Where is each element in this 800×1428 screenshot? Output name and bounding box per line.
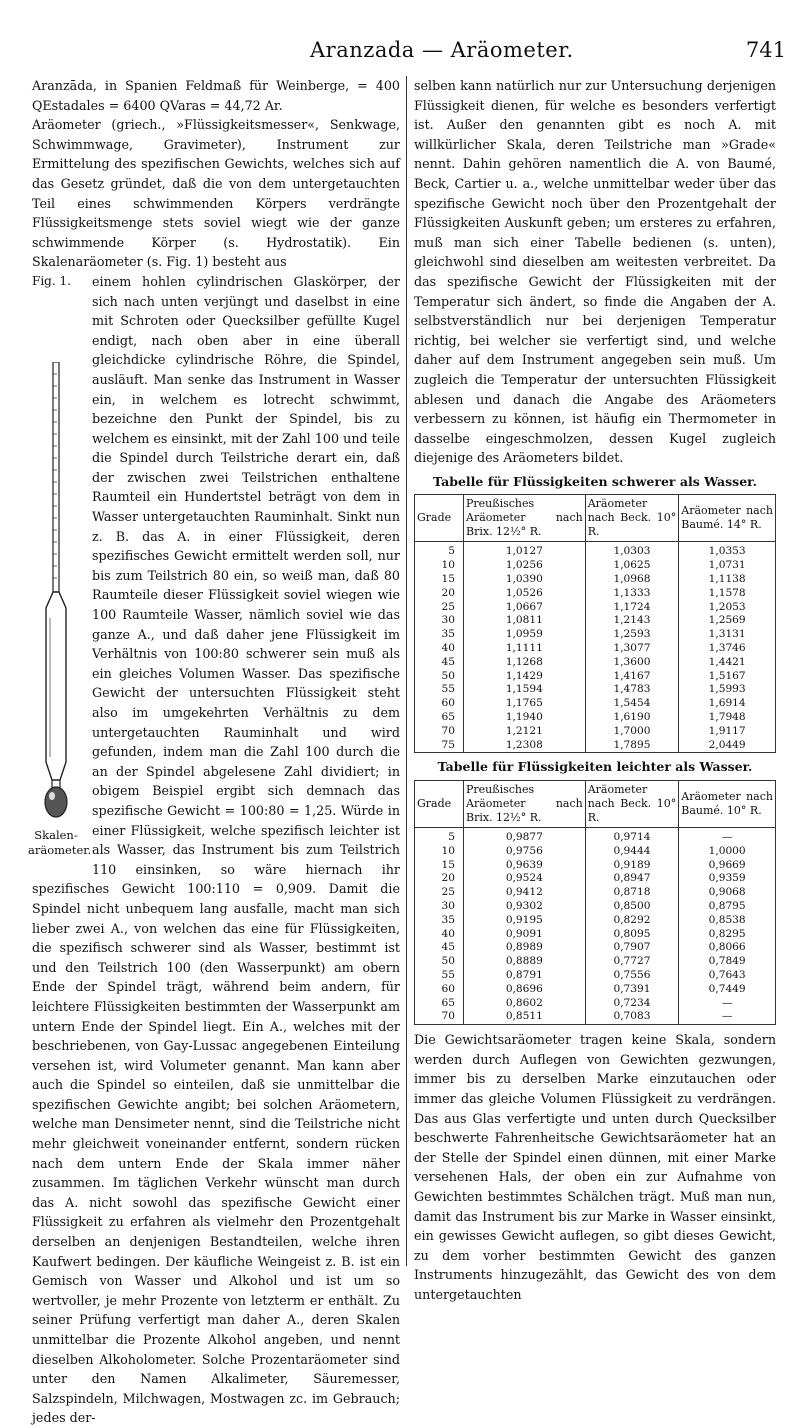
- value-cell: 0,7907: [585, 941, 679, 955]
- col-header: Aräometer nach Beck. 10° R.: [585, 495, 679, 542]
- col-header: Preußisches Aräometer nach Brix. 12½° R.: [464, 495, 586, 542]
- table-row: [415, 886, 776, 900]
- page-header: [0, 38, 800, 70]
- entry-gewichtsaraeometer: Die Gewichtsaräometer tragen keine Skala, sondern werden durch Auflegen von Gewichten gezwungen, immer bis zu derselben Marke einzutauchen oder immer das gleiche Volumen Flüssigkeit zu verdrängen. Das aus Glas verfertigte und unten durch Quecksilber beschwerte Fahrenheitsche Gewichtsaräometer hat an der Stelle der Spindel einen dünnen, mit einer Marke versehenen Hals, der oben ein zur Aufnahme von Gewichten bestimmtes Schälchen trägt. Muß man nun, damit das Instrument bis zur Marke in Wasser einsinkt, ein gewisses Gewicht auflegen, so gibt dieses Gewicht, zu dem vorher bestimmten Gewicht des ganzen Instruments hinzugezählt, das Gewicht des von dem untergetauchten: [414, 1032, 776, 1302]
- figure-caption: Skalen-aräometer.: [28, 827, 92, 857]
- hydrometer-illustration: [28, 362, 84, 822]
- grade-cell: 25: [415, 601, 464, 615]
- value-cell: 1,5454: [585, 697, 679, 711]
- value-cell: 1,2143: [585, 614, 679, 628]
- grade-cell: 35: [415, 628, 464, 642]
- table-row: [415, 983, 776, 997]
- value-cell: 1,1429: [464, 670, 586, 684]
- value-cell: —: [679, 1010, 776, 1024]
- table-row: [415, 587, 776, 601]
- value-cell: 0,8889: [464, 955, 586, 969]
- grade-cell: 55: [415, 969, 464, 983]
- value-cell: 1,4783: [585, 683, 679, 697]
- value-cell: 1,1138: [679, 573, 776, 587]
- value-cell: 0,8718: [585, 886, 679, 900]
- value-cell: 0,9714: [585, 828, 679, 845]
- value-cell: 1,1111: [464, 642, 586, 656]
- grade-cell: 10: [415, 559, 464, 573]
- value-cell: 1,4167: [585, 670, 679, 684]
- grade-cell: 20: [415, 872, 464, 886]
- table-row: [415, 573, 776, 587]
- value-cell: 1,5993: [679, 683, 776, 697]
- value-cell: —: [679, 997, 776, 1011]
- value-cell: 0,9068: [679, 886, 776, 900]
- table-row: [415, 845, 776, 859]
- grade-cell: 15: [415, 859, 464, 873]
- figure-label: Fig. 1.: [32, 273, 71, 288]
- value-cell: 1,0390: [464, 573, 586, 587]
- value-cell: 0,8292: [585, 914, 679, 928]
- table-row: [415, 642, 776, 656]
- value-cell: 1,1765: [464, 697, 586, 711]
- value-cell: 1,2593: [585, 628, 679, 642]
- table-heavier: [414, 494, 776, 753]
- table-row: [415, 559, 776, 573]
- value-cell: 1,1268: [464, 656, 586, 670]
- value-cell: 0,7391: [585, 983, 679, 997]
- value-cell: 1,1724: [585, 601, 679, 615]
- table-row: [415, 656, 776, 670]
- table-heavier-body: [415, 542, 776, 753]
- value-cell: 0,7727: [585, 955, 679, 969]
- value-cell: 1,2121: [464, 725, 586, 739]
- grade-cell: 30: [415, 900, 464, 914]
- grade-cell: 10: [415, 845, 464, 859]
- value-cell: 0,8295: [679, 928, 776, 942]
- grade-cell: 65: [415, 711, 464, 725]
- table-row: [415, 969, 776, 983]
- value-cell: 1,5167: [679, 670, 776, 684]
- value-cell: 0,8696: [464, 983, 586, 997]
- col-header: Aräometer nach Beck. 10° R.: [585, 781, 679, 828]
- grade-cell: 5: [415, 542, 464, 559]
- table-row: [415, 914, 776, 928]
- value-cell: 0,9189: [585, 859, 679, 873]
- table-row: [415, 828, 776, 845]
- grade-cell: 25: [415, 886, 464, 900]
- grade-cell: 5: [415, 828, 464, 845]
- grade-cell: 75: [415, 739, 464, 753]
- table-row: [415, 941, 776, 955]
- grade-cell: 60: [415, 697, 464, 711]
- table-row: [415, 628, 776, 642]
- value-cell: 1,7948: [679, 711, 776, 725]
- value-cell: 2,0449: [679, 739, 776, 753]
- col-header: Grade: [415, 781, 464, 828]
- value-cell: 0,9412: [464, 886, 586, 900]
- value-cell: 1,0667: [464, 601, 586, 615]
- grade-cell: 15: [415, 573, 464, 587]
- entry-araeometer-continued: selben kann natürlich nur zur Untersuchung derjenigen Flüssigkeit dienen, für welche es besonders verfertigt ist. Außer den genannten gibt es noch A. mit willkürlicher Skala, deren Teilstriche man »Grade« nennt. Dahin gehören namentlich die A. von Baumé, Beck, Cartier u. a., welche unmittelbar weder über das spezifische Gewicht noch über den Prozentgehalt der Flüssigkeiten Auskunft geben; um ersteres zu erfahren, muß man sich einer Tabelle bedienen (s. unten), gleichwohl sind dieselben am weitesten verbreitet. Da das spezifische Gewicht der Flüssigkeiten mit der Temperatur sich ändert, so finde die Angaben der A. selbstverständlich nur bei derjenigen Temperatur richtig, bei welcher sie verfertigt sind, und welche daher auf dem Instrument angegeben sein muß. Um zugleich die Temperatur der untersuchten Flüssigkeit ablesen und danach die Angabe des Aräometers verbessern zu können, ist häufig ein Thermometer in dasselbe eingeschmolzen, dessen Kugel zugleich diejenige des Aräometers bildet.: [414, 78, 776, 466]
- table-lighter-title: Tabelle für Flüssigkeiten leichter als Wasser.: [437, 759, 753, 775]
- value-cell: 0,9359: [679, 872, 776, 886]
- value-cell: 1,1940: [464, 711, 586, 725]
- value-cell: 0,7234: [585, 997, 679, 1011]
- value-cell: 1,6190: [585, 711, 679, 725]
- col-header: Aräometer nach Baumé. 14° R.: [679, 495, 776, 542]
- grade-cell: 35: [415, 914, 464, 928]
- entry-aranzada: Aranzāda, in Spanien Feldmaß für Weinberge, = 400 QEstadales = 6400 QVaras = 44,72 Ar.: [32, 78, 400, 113]
- table-row: [415, 739, 776, 753]
- col-header: Preußisches Aräometer nach Brix. 12½° R.: [464, 781, 586, 828]
- value-cell: 1,7000: [585, 725, 679, 739]
- table-row: [415, 697, 776, 711]
- table-header-row: [415, 495, 776, 542]
- value-cell: 1,0968: [585, 573, 679, 587]
- value-cell: 0,8066: [679, 941, 776, 955]
- value-cell: 0,8095: [585, 928, 679, 942]
- value-cell: 1,0256: [464, 559, 586, 573]
- table-row: [415, 670, 776, 684]
- grade-cell: 20: [415, 587, 464, 601]
- value-cell: 0,7643: [679, 969, 776, 983]
- right-column: [414, 76, 776, 1304]
- table-lighter-body: [415, 828, 776, 1025]
- grade-cell: 50: [415, 670, 464, 684]
- value-cell: 1,0959: [464, 628, 586, 642]
- grade-cell: 30: [415, 614, 464, 628]
- table-row: [415, 1010, 776, 1024]
- value-cell: 0,9091: [464, 928, 586, 942]
- table-row: [415, 872, 776, 886]
- value-cell: 1,0811: [464, 614, 586, 628]
- grade-cell: 45: [415, 656, 464, 670]
- grade-cell: 45: [415, 941, 464, 955]
- value-cell: 1,3746: [679, 642, 776, 656]
- grade-cell: 55: [415, 683, 464, 697]
- value-cell: 0,8500: [585, 900, 679, 914]
- page-number: 741: [745, 38, 786, 62]
- value-cell: 1,0303: [585, 542, 679, 559]
- grade-cell: 65: [415, 997, 464, 1011]
- table-row: [415, 900, 776, 914]
- value-cell: 0,9756: [464, 845, 586, 859]
- value-cell: 0,9669: [679, 859, 776, 873]
- grade-cell: 60: [415, 983, 464, 997]
- table-heavier-title: Tabelle für Flüssigkeiten schwerer als Wasser.: [433, 473, 757, 489]
- value-cell: 0,8989: [464, 941, 586, 955]
- grade-cell: 40: [415, 928, 464, 942]
- table-row: [415, 928, 776, 942]
- value-cell: 1,3131: [679, 628, 776, 642]
- value-cell: 1,0127: [464, 542, 586, 559]
- value-cell: 1,2569: [679, 614, 776, 628]
- value-cell: 0,8795: [679, 900, 776, 914]
- value-cell: 0,7849: [679, 955, 776, 969]
- figure-1: [28, 272, 92, 872]
- table-header-row: [415, 781, 776, 828]
- col-header: Grade: [415, 495, 464, 542]
- table-row: [415, 614, 776, 628]
- value-cell: 1,0625: [585, 559, 679, 573]
- value-cell: 0,8791: [464, 969, 586, 983]
- table-row: [415, 683, 776, 697]
- entry-araeometer-body: einem hohlen cylindrischen Glaskörper, der sich nach unten verjüngt und daselbst in eine mit Schroten oder Quecksilber gefüllte Kugel endigt, nach oben aber in eine überall gleichdicke cylindrische Röhre, die Spindel, ausläuft. Man senke das Instrument in Wasser ein, in welchem es lotrecht schwimmt, bezeichne den Punkt der Spindel, bis zu welchem es einsinkt, mit der Zahl 100 und teile die Spindel durch Teilstriche derart ein, daß der zwischen zwei Teilstrichen enthaltene Raumteil ein Hundertstel beträgt von dem in Wasser untergetauchten Rauminhalt. Sinkt nun z. B. das A. in einer Flüssigkeit, deren spezifisches Gewicht ermittelt werden soll, nur bis zum Teilstrich 80 ein, so weiß man, daß 80 Raumteile dieser Flüssigkeit soviel wiegen wie 100 Raumteile Wasser, nämlich soviel wie das ganze A., und daß daher jene Flüssigkeit im Verhältnis von 100:80 schwerer sein muß als ein gleiches Volumen Wasser. Das spezifische Gewicht der untersuchten Flüssigkeit steht also im umgekehrten Verhältnis zu dem untergetauchten Rauminhalt und wird gefunden, indem man die Zahl 100 durch die an der Spindel abgelesene Zahl dividiert; in obigem Beispiel ergibt sich demnach das spezifische Gewicht = 100:80 = 1,25. Würde in einer Flüssigkeit, welche spezifisch leichter ist als Wasser, das Instrument bis zum Teilstrich 110 einsinken, so wäre hiernach ihr spezifisches Gewicht 100:110 = 0,909. Damit die Spindel nicht unbequem lang ausfalle, macht man sich lieber zwei A., von welchen das eine für Flüssigkeiten, die spezifisch schwerer sind als Wasser, bestimmt ist und den Teilstrich 100 (den Wasserpunkt) am obern Ende der Spindel trägt, während beim andern, für leichtere Flüssigkeiten bestimmten der Wasserpunkt am untern Ende der Spindel liegt. Ein A., welches mit der beschriebenen, von Gay-Lussac angegebenen Einteilung versehen ist, wird Volumeter genannt. Man kann aber auch die Spindel so einteilen, daß sie unmittelbar die spezifischen Gewichte angibt; bei solchen Aräometern, welche man Densimeter nennt, sind die Teilstriche nicht mehr gleichweit voneinander entfernt, sondern rücken nach dem untern Ende der Skala immer näher zusammen. Im täglichen Verkehr wünscht man durch das A. nicht sowohl das spezifische Gewicht einer Flüssigkeit zu erfahren als vielmehr den Prozentgehalt derselben an denjenigen Bestandteilen, welche ihren Kaufwert bedingen. Der käufliche Weingeist z. B. ist ein Gemisch von Wasser und Alkohol und ist um so wertvoller, je mehr Prozente von letzterm er enthält. Zu seiner Prüfung verfertigt man daher A., deren Skalen unmittelbar die Prozente Alkohol angeben, und nennt dieselben Alkoholometer. Solche Prozentaräometer sind unter den Namen Alkalimeter, Säuremesser, Salzspindeln, Milchwagen, Mostwagen zc. im Gebrauch; jedes der-: [32, 273, 400, 1426]
- value-cell: 1,2308: [464, 739, 586, 753]
- table-row: [415, 955, 776, 969]
- table-row: [415, 859, 776, 873]
- value-cell: 0,9444: [585, 845, 679, 859]
- value-cell: 0,7449: [679, 983, 776, 997]
- table-row: [415, 711, 776, 725]
- value-cell: 1,1333: [585, 587, 679, 601]
- value-cell: 0,8947: [585, 872, 679, 886]
- value-cell: —: [679, 828, 776, 845]
- left-column: [28, 76, 400, 1428]
- value-cell: 1,2053: [679, 601, 776, 615]
- grade-cell: 70: [415, 725, 464, 739]
- table-row: [415, 725, 776, 739]
- table-lighter: [414, 780, 776, 1025]
- value-cell: 1,0000: [679, 845, 776, 859]
- value-cell: 0,7083: [585, 1010, 679, 1024]
- value-cell: 1,3077: [585, 642, 679, 656]
- entry-araeometer-intro: Aräometer (griech., »Flüssigkeitsmesser«, Senkwage, Schwimmwage, Gravimeter), Instrument zur Ermittelung des spezifischen Gewichts, welches sich auf das Gesetz gründet, daß die von dem untergetauchten Teil eines schwimmenden Körpers verdrängte Flüssigkeitsmenge stets soviel wiegt wie der ganze schwimmende Körper (s. Hydrostatik). Ein Skalenaräometer (s. Fig. 1) besteht aus: [32, 117, 400, 270]
- grade-cell: 50: [415, 955, 464, 969]
- value-cell: 0,9877: [464, 828, 586, 845]
- table-row: [415, 542, 776, 559]
- value-cell: 0,9302: [464, 900, 586, 914]
- grade-cell: 70: [415, 1010, 464, 1024]
- value-cell: 1,7895: [585, 739, 679, 753]
- table-row: [415, 601, 776, 615]
- value-cell: 0,9524: [464, 872, 586, 886]
- value-cell: 1,9117: [679, 725, 776, 739]
- value-cell: 1,6914: [679, 697, 776, 711]
- value-cell: 1,0526: [464, 587, 586, 601]
- running-title: Aranzada — Aräometer.: [310, 38, 574, 62]
- value-cell: 1,1594: [464, 683, 586, 697]
- value-cell: 1,0353: [679, 542, 776, 559]
- value-cell: 0,8511: [464, 1010, 586, 1024]
- value-cell: 0,9195: [464, 914, 586, 928]
- value-cell: 0,7556: [585, 969, 679, 983]
- value-cell: 0,8602: [464, 997, 586, 1011]
- value-cell: 1,4421: [679, 656, 776, 670]
- table-row: [415, 997, 776, 1011]
- value-cell: 0,9639: [464, 859, 586, 873]
- value-cell: 1,0731: [679, 559, 776, 573]
- value-cell: 1,1578: [679, 587, 776, 601]
- col-header: Aräometer nach Baumé. 10° R.: [679, 781, 776, 828]
- column-divider: [406, 76, 407, 1266]
- grade-cell: 40: [415, 642, 464, 656]
- value-cell: 1,3600: [585, 656, 679, 670]
- value-cell: 0,8538: [679, 914, 776, 928]
